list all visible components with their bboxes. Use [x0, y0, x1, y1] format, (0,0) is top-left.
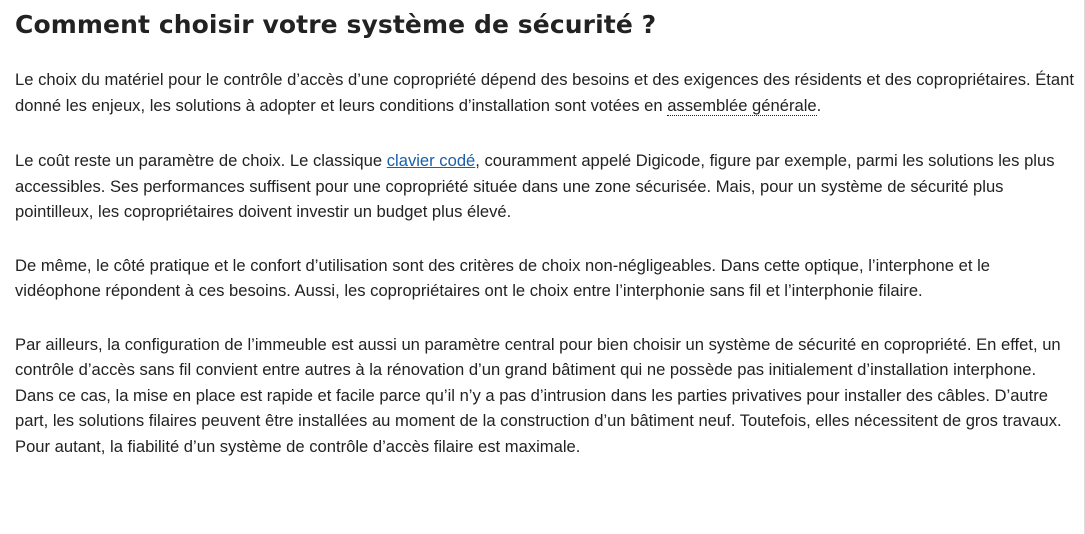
paragraph-text: Le choix du matériel pour le contrôle d’accès d’une copropriété dépend des besoins et des exigences des résidents et des copropriétaires. Étant donné les enjeux, les solutions à adopter et leurs conditions d’installation sont votées en: [15, 70, 1074, 115]
clavier-code-link[interactable]: clavier codé: [386, 151, 476, 170]
assemblee-generale-link[interactable]: assemblée générale: [667, 95, 817, 115]
article-section: [15, 0, 1077, 459]
section-heading: Comment choisir votre système de sécurité ?: [15, 10, 657, 39]
paragraph-text: , couramment appelé Digicode, figure par exemple, parmi les solutions les plus accessibles. Ses performances suffisent pour une copropriété située dans une zone sécurisée. Mais, pour un système de sécurité plus pointilleux, les copropriétaires doivent investir un budget plus élevé.: [15, 151, 1055, 221]
paragraph-configuration: Par ailleurs, la configuration de l’immeuble est aussi un paramètre central pour bien choisir un système de sécurité en copropriété. En effet, un contrôle d’accès sans fil convient entre autres à la rénovation d’un grand bâtiment qui ne possède pas initialement d’installation interphone. Dans ce cas, la mise en place est rapide et facile parce qu’il n’y a pas d’intrusion dans les parties privatives pour installer des câbles. D’autre part, les solutions filaires peuvent être installées au moment de la construction d’un bâtiment neuf. Toutefois, elles nécessitent de gros travaux. Pour autant, la fiabilité d’un système de contrôle d’accès filaire est maximale.: [15, 334, 1062, 456]
paragraph-material-choice: [15, 67, 1077, 118]
paragraph-comfort: De même, le côté pratique et le confort d’utilisation sont des critères de choix non-négligeables. Dans cette optique, l’interphone et le vidéophone répondent à ces besoins. Aussi, les copropriétaires ont le choix entre l’interphonie sans fil et l’interphonie filaire.: [15, 255, 990, 300]
paragraph-cost: [15, 148, 1077, 225]
paragraph-text: .: [816, 95, 822, 115]
paragraph-text: Le coût reste un paramètre de choix. Le classique: [15, 151, 387, 170]
